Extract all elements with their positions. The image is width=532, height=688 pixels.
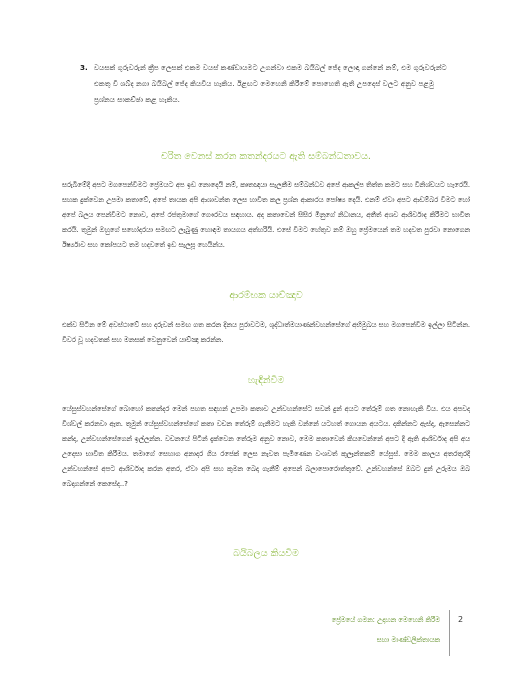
footer-title: ප්‍රේමයේ ගමන: උදාහන මෙහෙනි කිරීම	[331, 616, 440, 624]
section-heading-introduction: හැඳින්වීම	[247, 375, 285, 386]
list-item-text: වයසක් ගුරුවරුන් ක්‍රීප ලෙසක් එකම වයස් කණ්ඩායමට උගන්වා එකම බයිබල් ජේද ලොඳා ගන්නේ නම්, එම ගුරුවරුන්ට එකතු වී ශබ්ද නගා බයිබල් ජේද කියවිය හැකිය. ඊළඟට මෙහෙනි කිරීමේ පොහෙති ඇති උපදෙස් වලට අනුව පළමු ප්‍රශ්නය සාකච්ඡා කළ හැකිය.	[94, 63, 447, 104]
section-heading-connection: චරිත වෙනස් කරන කතන්දරයට ඇති සම්බන්ධතාවය.	[161, 151, 371, 162]
page-number: 2	[458, 615, 464, 624]
footer-subtitle: සහා මාණ්ඩලික්තායක	[376, 636, 440, 644]
numbered-list-item	[80, 60, 450, 108]
section-heading-opening-prayer: ආරම්භක යාච්ඤාව	[229, 290, 303, 301]
section-body-connection: සරුබිමේදී අපට මගපෙන්වීමට ප්‍රේමයට අප ඉඩ නොදෙයි නම්, කෘතඥයා සැලකීම සම්බන්ධව අපේ ආකල්ප තිත්ත කමට සහ විනිශ්චයට හැරෙයි. සහක දුක්වෙන උපමා කතාවේ, අපේ තායක අපි ආශාවන්ත ලෙස හාවිත කල ප්‍රශ්න ආකාරය පෝෂ්‍ය දෙයි. එනම් ඒවා අපට ආඩම්බර වීමට හෝ අපේ බලය පෙන්වීමට නොව, අපේ රජතුමාගේ ගෞරවය සඳහාය. අද කතාවෙන් සිසිර මිනුගේ නිධානය, අතීත් අශව ආශිර්වාද කිරීමට භාවිත කරයි. තුමුන් ඔහුගේ සහෝදරයා සමඟට ලැබුණු හොඳම තායගය අත්හරියි. එසේ වීමට හේතුව නම් ඔහු ප්‍රේමයෙන් තම හදවත පුරවා නොගෙන ඊර්ෂ්‍යාව සහ කෝපයට තම හදවතේ ඉඩ සැලසූ හෙයින්ය.	[62, 181, 470, 249]
section-body-introduction: යේසුස්වහන්සේගේ බොහෝ කතන්දර මෙන් පහත සඳහන් උපමා කතාව උන්වහන්සේට සවන් දුන් අයට තේරුම් ගත නොහැකි විය. එය අපවද විශ්වල් කරනවා ඇත. තුමුන් යේසුස්වහන්සේගේ කතා වචන තේරුම් ගැනීමට හැකි වන්නේ යටහත් ගොයන අයටය. දකින්නට ඇස්ද, ඇසෙන්නට කන්ද, උන්වහන්සේගෙන් ඉල්ලන්න. වචනයේ පිටින් දැක්වෙන තේරුම අනුව නොව, මෙම කතාවෙන් කියවෙන්නේ අපට දී ඇති ආශිර්වාද අපි අය උදෙසා භාවිත කිරීමය. තමාගේ සෙහාග අනාදර ගිය රජෙක් ලෙස නැවත පැමිණෙන වංශවත් කුලෑන්තකම් යේසුස්. මෙම කාලය අතරතුරදී උන්වහන්සේ අපට ආශිර්වාද කරන අතර, ඒවා අපි සහ කුමන බෙදා ගැනීම් අපෙන් බලාපොරොත්තුවේ. උන්වහන්සේ ඔබට දුන් උරුමය ඔබ බෙදාගන්නේ කෙසේද..?	[62, 405, 470, 488]
footer-divider	[449, 610, 450, 656]
section-heading-bible-reading: බයිබලය කියවීම	[233, 548, 299, 559]
list-number: 3.	[80, 63, 88, 72]
section-body-opening-prayer: එක්ව සිටින මේ අවස්ථාවේ සහ දරුවන් සමඟ ගත කරන දිනය පුරාවටම, ශුද්ධාත්මයාණන්වහන්සේගේ අභිමුඛය සහ මගපෙන්වීම ඉල්ලා සිටින්න. විවර වූ හදවතක් සහ මනසක් වෙනුවෙන් යාච්ඤා කරන්න.	[62, 321, 470, 344]
